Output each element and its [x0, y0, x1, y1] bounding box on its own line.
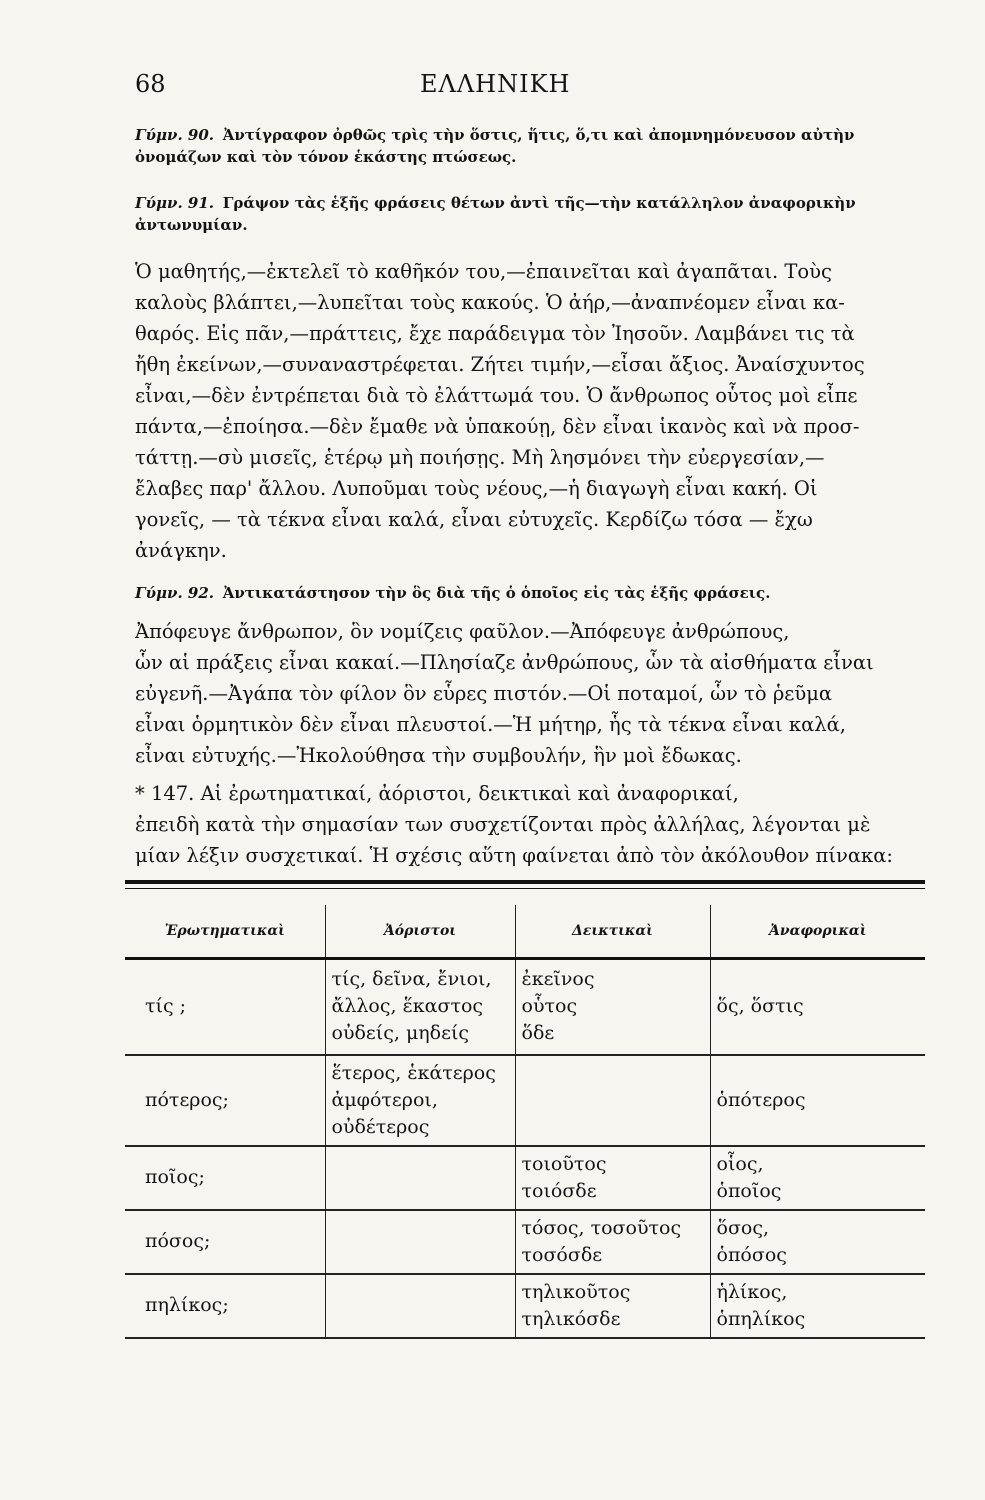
table-cell — [710, 1146, 925, 1210]
table-top-rule-thin — [125, 888, 925, 889]
table-cell — [515, 959, 710, 1055]
text-line: θαρός. Εἰς πᾶν,—πράττεις, ἔχε παράδειγμα τὸν Ἰησοῦν. Λαμβάνει τις τὰ — [135, 322, 855, 345]
cell-line: ἀμφότεροι, — [331, 1088, 438, 1111]
passage-91 — [135, 256, 930, 566]
cell-line: τοσόσδε — [521, 1243, 603, 1266]
table-cell — [325, 1055, 515, 1146]
cell-line: τοιόσδε — [521, 1179, 597, 1202]
cell-line: ὅς, ὅστις — [716, 995, 804, 1018]
cell-line: οὐδέτερος — [331, 1115, 430, 1138]
table-cell — [710, 1210, 925, 1274]
exercise-text: Ἀντικατάστησον τὴν ὃς διὰ τῆς ὁ ὁποῖος εἰς τὰς ἑξῆς φράσεις. — [222, 584, 771, 602]
cell-line: ὅσος, — [716, 1216, 770, 1239]
table-cell — [125, 1055, 325, 1146]
exercise-90 — [135, 124, 925, 168]
text-line: εἶναι,—δὲν ἐντρέπεται διὰ τὸ ἐλάττωμά του. Ὁ ἄνθρωπος οὗτος μοὶ εἶπε — [135, 384, 858, 407]
text-line: ἔλαβες παρ' ἄλλου. Λυποῦμαι τοὺς νέους,—ἡ διαγωγὴ εἶναι κακή. Οἱ — [135, 477, 818, 500]
table-cell — [710, 1274, 925, 1338]
table-cell — [515, 1210, 710, 1274]
cell-line: ὁπηλίκος — [716, 1307, 806, 1330]
text-line: εἶναι ὁρμητικὸν δὲν εἶναι πλευστοί.—Ἡ μήτηρ, ἧς τὰ τέκνα εἶναι καλά, — [135, 713, 846, 736]
cell-line: ἕτερος, ἑκάτερος — [331, 1061, 496, 1084]
cell-line: ἐκεῖνος — [521, 968, 595, 991]
table-cell — [515, 1146, 710, 1210]
cell-line: τίς ; — [145, 995, 187, 1018]
text-line: πάντα,—ἐποίησα.—δὲν ἔμαθε νὰ ὑπακούῃ, δὲν εἶναι ἱκανὸς καὶ νὰ προσ- — [135, 415, 860, 438]
text-line: ἐπειδὴ κατὰ τὴν σημασίαν των συσχετίζονται πρὸς ἀλλήλας, λέγονται μὲ — [135, 813, 871, 836]
cell-line: ἄλλος, ἕκαστος — [331, 995, 484, 1018]
cell-line: ὁπότερος — [716, 1088, 806, 1111]
table-top-rule — [125, 880, 925, 884]
table-cell — [125, 1274, 325, 1338]
running-title: ΕΛΛΗΝΙΚΗ — [420, 70, 571, 98]
cell-line: τόσος, τοσοῦτος — [521, 1216, 682, 1239]
table-cell — [710, 959, 925, 1055]
cell-line: πότερος; — [145, 1088, 229, 1111]
table-header-row — [125, 905, 925, 959]
exercise-text: Ἀντίγραφον ὀρθῶς τρὶς τὴν ὅστις, ἥτις, ὅ,τι καὶ ἀπομνημόνευσον αὐτὴν ὀνομάζων καὶ τὸν τόνον ἑκάστης πτώσεως. — [135, 126, 855, 166]
cell-line: ὁποῖος — [716, 1179, 782, 1202]
cell-line: ὁπόσος — [716, 1243, 787, 1266]
cell-line: πόσος; — [145, 1230, 211, 1252]
cell-line: οἷος, — [716, 1152, 764, 1175]
table-row — [125, 959, 925, 1055]
cell-line: τοιοῦτος — [521, 1152, 607, 1175]
column-header: Ἐρωτηματικαὶ — [125, 905, 325, 959]
cell-line: ἡλίκος, — [716, 1280, 788, 1303]
section-147 — [135, 778, 930, 871]
column-header: Δεικτικαὶ — [515, 905, 710, 959]
table-cell — [710, 1055, 925, 1146]
table-row — [125, 1274, 925, 1338]
text-line: καλοὺς βλάπτει,—λυπεῖται τοὺς κακούς. Ὁ ἀήρ,—ἀναπνέομεν εἶναι κα- — [135, 291, 845, 314]
page-number: 68 — [135, 70, 166, 98]
column-header: Ἀναφορικαὶ — [710, 905, 925, 959]
cell-line: τίς, δεῖνα, ἔνιοι, — [331, 968, 492, 991]
table-cell — [325, 959, 515, 1055]
text-line: γονεῖς, — τὰ τέκνα εἶναι καλά, εἶναι εὐτυχεῖς. Κερδίζω τόσα — ἔχω — [135, 508, 813, 531]
text-line: εἶναι εὐτυχής.—Ἠκολούθησα τὴν συμβουλήν, ἣν μοὶ ἔδωκας. — [135, 744, 742, 767]
cell-line: τηλικόσδε — [521, 1307, 621, 1330]
exercise-92 — [135, 582, 925, 604]
exercise-label: Γύμν. 91. — [135, 194, 214, 212]
table-row — [125, 1055, 925, 1146]
exercise-text: Γράψον τὰς ἑξῆς φράσεις θέτων ἀντὶ τῆς—τὴν κατάλληλον ἀναφορικὴν ἀντωνυμίαν. — [135, 194, 856, 234]
cell-line: ποῖος; — [145, 1166, 205, 1188]
cell-line: τηλικοῦτος — [521, 1280, 631, 1303]
text-line: μίαν λέξιν συσχετικαί. Ἡ σχέσις αὕτη φαίνεται ἀπὸ τὸν ἀκόλουθον πίνακα: — [135, 844, 893, 867]
correlative-pronouns-table — [125, 905, 925, 1339]
exercise-91 — [135, 192, 925, 236]
cell-line: οὗτος — [521, 995, 578, 1018]
table-row — [125, 1210, 925, 1274]
table-row — [125, 1146, 925, 1210]
text-line: Ὁ μαθητής,—ἐκτελεῖ τὸ καθῆκόν του,—ἐπαινεῖται καὶ ἀγαπᾶται. Τοὺς — [135, 260, 832, 283]
text-line: εὐγενῆ.—Ἀγάπα τὸν φίλον ὃν εὗρες πιστόν.—Οἱ ποταμοί, ὧν τὸ ῥεῦμα — [135, 682, 833, 705]
table-cell — [515, 1274, 710, 1338]
text-line: ἀνάγκην. — [135, 539, 227, 562]
text-line: τάττῃ.—σὺ μισεῖς, ἑτέρῳ μὴ ποιήσῃς. Μὴ λησμόνει τὴν εὐεργεσίαν,— — [135, 446, 825, 469]
exercise-label: Γύμν. 92. — [135, 584, 214, 602]
table-cell — [325, 1210, 515, 1274]
text-line: * 147. Αἱ ἐρωτηματικαί, ἀόριστοι, δεικτικαὶ καὶ ἀναφορικαί, — [135, 782, 739, 805]
table-cell — [125, 1146, 325, 1210]
cell-line: ὅδε — [521, 1022, 555, 1045]
table-cell — [325, 1274, 515, 1338]
text-line: ἤθη ἐκείνων,—συναναστρέφεται. Ζήτει τιμήν,—εἶσαι ἄξιος. Ἀναίσχυντος — [135, 353, 865, 376]
text-line: Ἀπόφευγε ἄνθρωπον, ὃν νομίζεις φαῦλον.—Ἀπόφευγε ἀνθρώπους, — [135, 620, 790, 643]
table-cell — [125, 1210, 325, 1274]
column-header: Ἀόριστοι — [325, 905, 515, 959]
exercise-label: Γύμν. 90. — [135, 126, 214, 144]
table-cell — [125, 959, 325, 1055]
cell-line: πηλίκος; — [145, 1294, 229, 1316]
text-line: ὧν αἱ πράξεις εἶναι κακαί.—Πλησίαζε ἀνθρώπους, ὧν τὰ αἰσθήματα εἶναι — [135, 651, 874, 674]
cell-line: οὐδείς, μηδείς — [331, 1022, 470, 1045]
table-cell — [515, 1055, 710, 1146]
passage-92 — [135, 616, 930, 771]
table-cell — [325, 1146, 515, 1210]
